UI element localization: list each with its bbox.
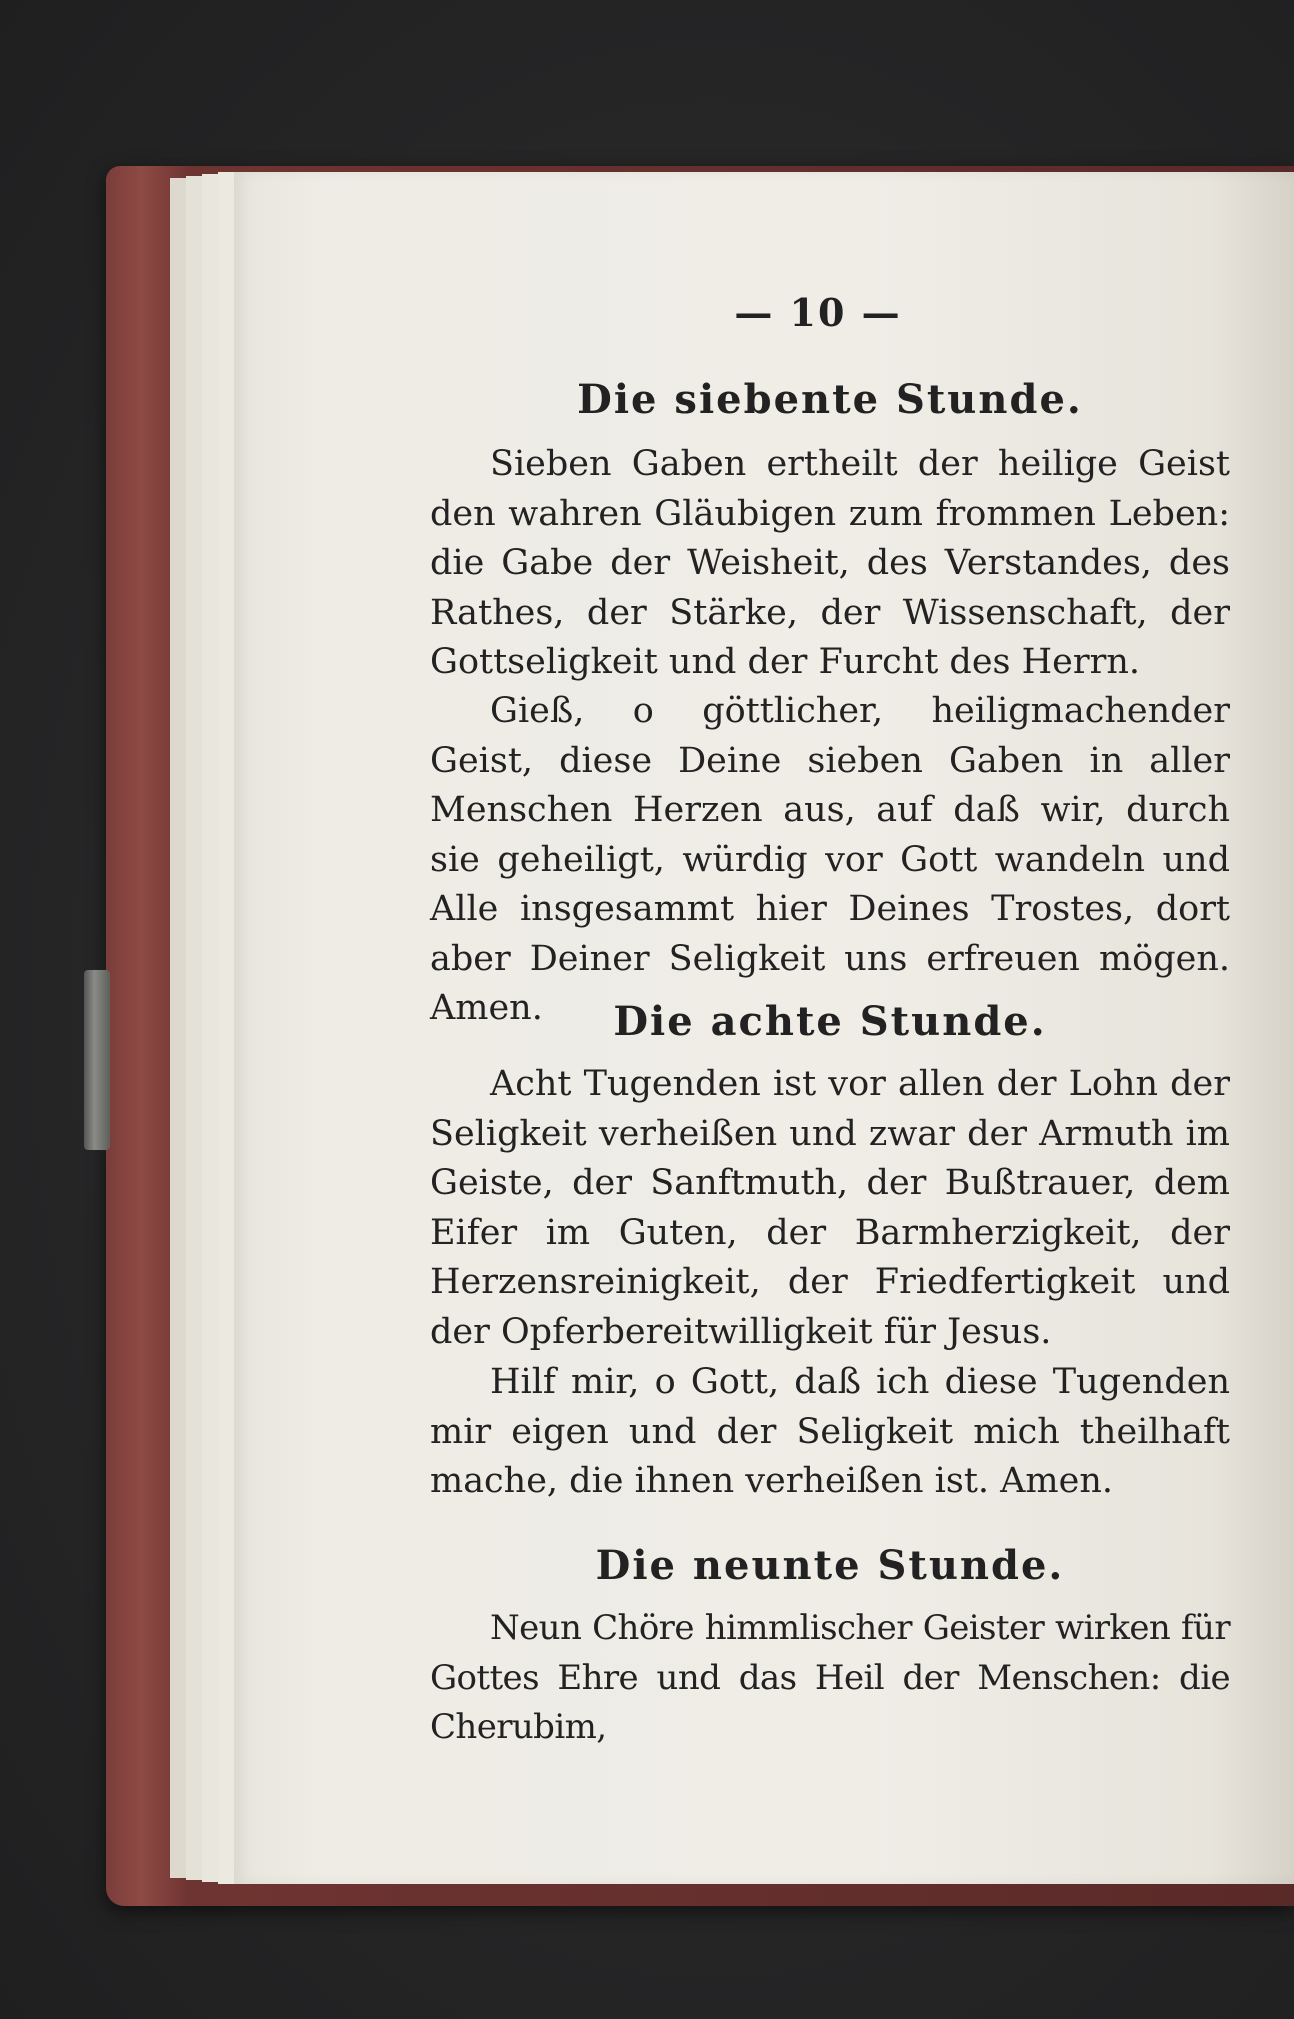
paragraph: Hilf mir, o Gott, daß ich diese Tugenden mir eigen und der Seligkeit mich theilhaft mache, die ihnen verheißen ist. Amen. [430, 1362, 1230, 1501]
paragraph: Gieß, o göttlicher, heiligmachender Geist, diese Deine sieben Gaben in aller Menschen Herzen aus, auf daß wir, durch sie geheiligt, würdig vor Gott wandeln und Alle insgesammt hier Deines Trostes, dort aber Deiner Seligkeit uns erfreuen mögen. Amen. [430, 691, 1230, 1028]
book-clasp [84, 970, 110, 1150]
page-number: — 10 — [734, 290, 902, 335]
paragraph: Acht Tugenden ist vor allen der Lohn der Seligkeit verheißen und zwar der Armuth im Geiste, der Sanftmuth, der Bußtrauer, dem Eifer im Guten, der Barmherzigkeit, der Herzensreinigkeit, der Friedfertigkeit und der Opferbereitwilligkeit für Jesus. [430, 1064, 1230, 1352]
section-heading-9: Die neunte Stunde. [595, 1542, 1065, 1589]
paragraph: Sieben Gaben ertheilt der heilige Geist den wahren Gläubigen zum frommen Leben: die Gabe der Weisheit, des Verstandes, des Rathes, der Stärke, der Wissenschaft, der Gottseligkeit und der Furcht des Herrn. [430, 444, 1230, 682]
section-heading-7: Die siebente Stunde. [577, 376, 1083, 423]
section-heading-8: Die achte Stunde. [613, 998, 1047, 1045]
paragraph: Neun Chöre himmlischer Geister wirken für Gottes Ehre und das Heil der Menschen: die Cherubim, [430, 1608, 1230, 1747]
